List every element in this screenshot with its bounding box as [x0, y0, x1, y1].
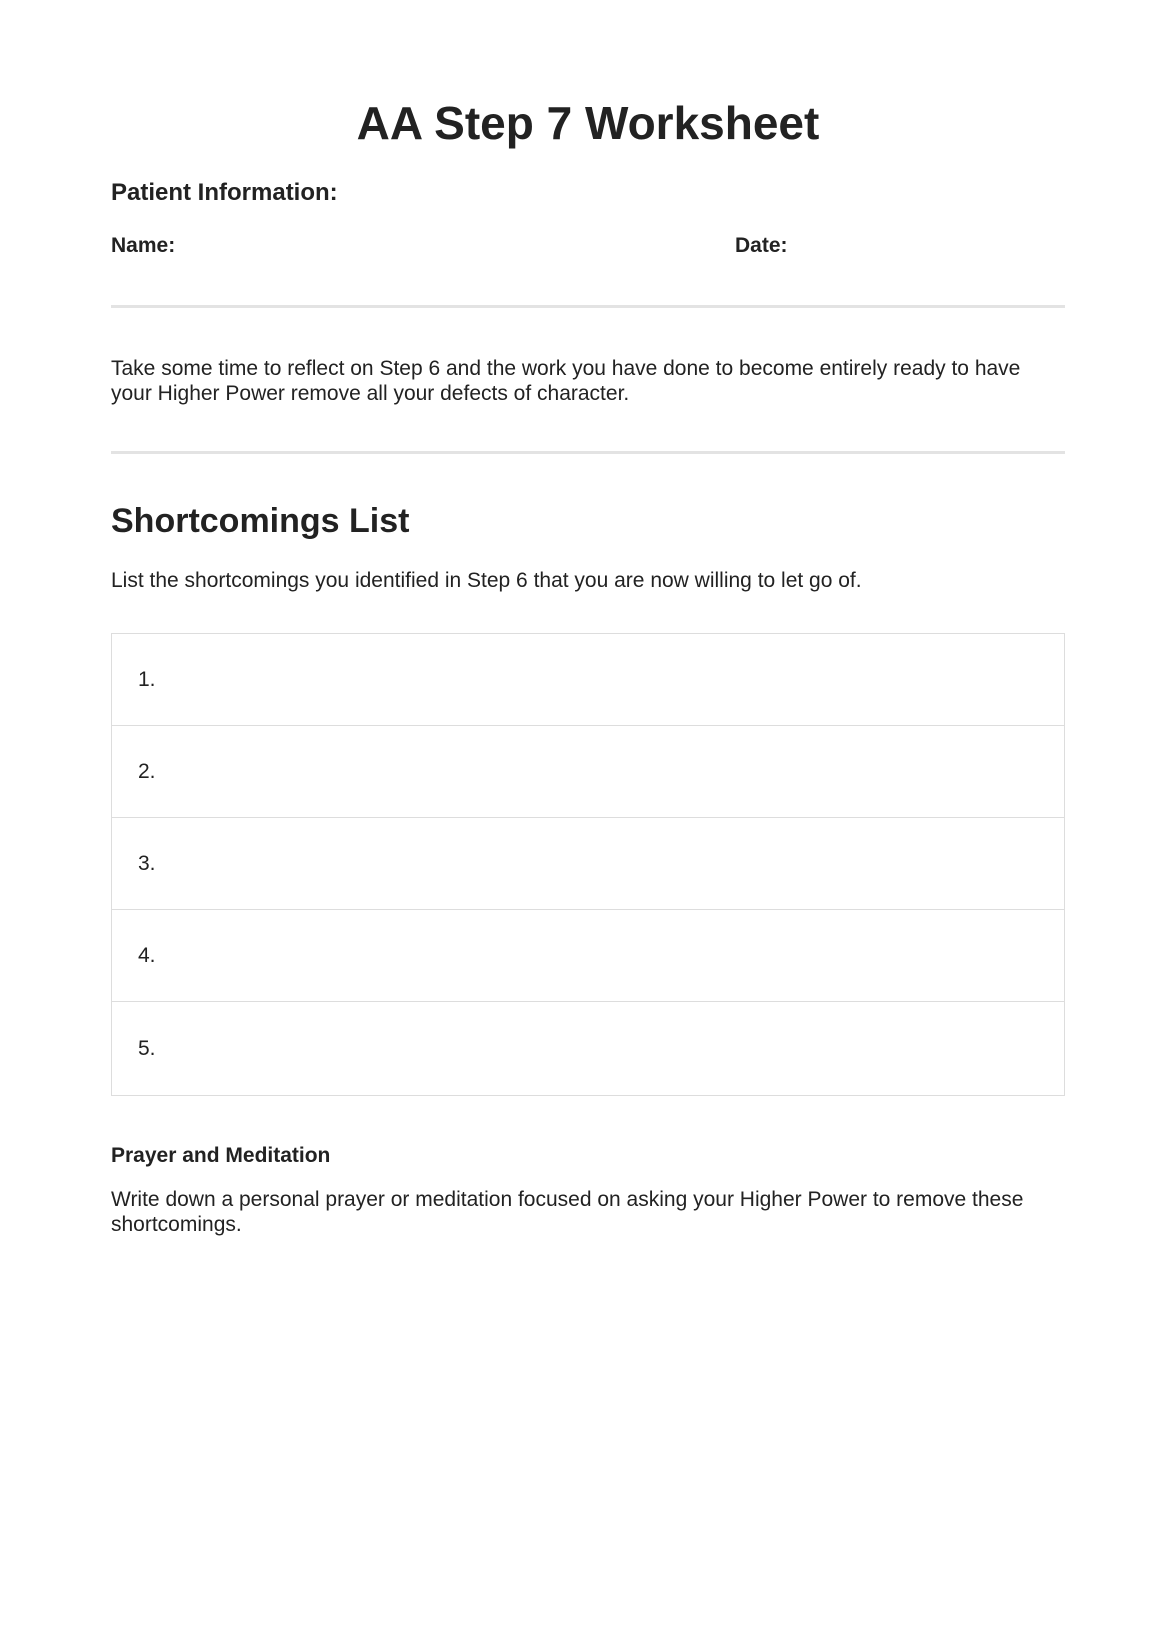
- shortcoming-row-4[interactable]: [112, 910, 1064, 1002]
- divider: [111, 305, 1065, 308]
- divider: [111, 451, 1065, 454]
- row-number: 5.: [138, 1036, 156, 1060]
- name-field-label: Name:: [111, 234, 176, 257]
- shortcoming-row-3[interactable]: [112, 818, 1064, 910]
- prayer-heading: Prayer and Meditation: [111, 1144, 331, 1167]
- shortcoming-row-5[interactable]: [112, 1002, 1064, 1095]
- prayer-instructions: Write down a personal prayer or meditation focused on asking your Higher Power to remove these shortcomings.: [111, 1188, 1024, 1236]
- shortcoming-row-1[interactable]: [112, 634, 1064, 726]
- shortcomings-instructions: List the shortcomings you identified in Step 6 that you are now willing to let go of.: [111, 569, 862, 592]
- intro-paragraph: Take some time to reflect on Step 6 and the work you have done to become entirely ready to have your Higher Power remove all your defects of character.: [111, 357, 1021, 405]
- shortcoming-row-2[interactable]: [112, 726, 1064, 818]
- row-number: 3.: [138, 851, 156, 875]
- page-title: AA Step 7 Worksheet: [356, 97, 820, 149]
- shortcomings-heading: Shortcomings List: [111, 502, 410, 540]
- row-number: 4.: [138, 943, 156, 967]
- shortcomings-table: [111, 633, 1065, 1096]
- patient-information-heading: Patient Information:: [111, 179, 338, 206]
- row-number: 2.: [138, 759, 156, 783]
- row-number: 1.: [138, 667, 156, 691]
- date-field-label: Date:: [735, 234, 788, 257]
